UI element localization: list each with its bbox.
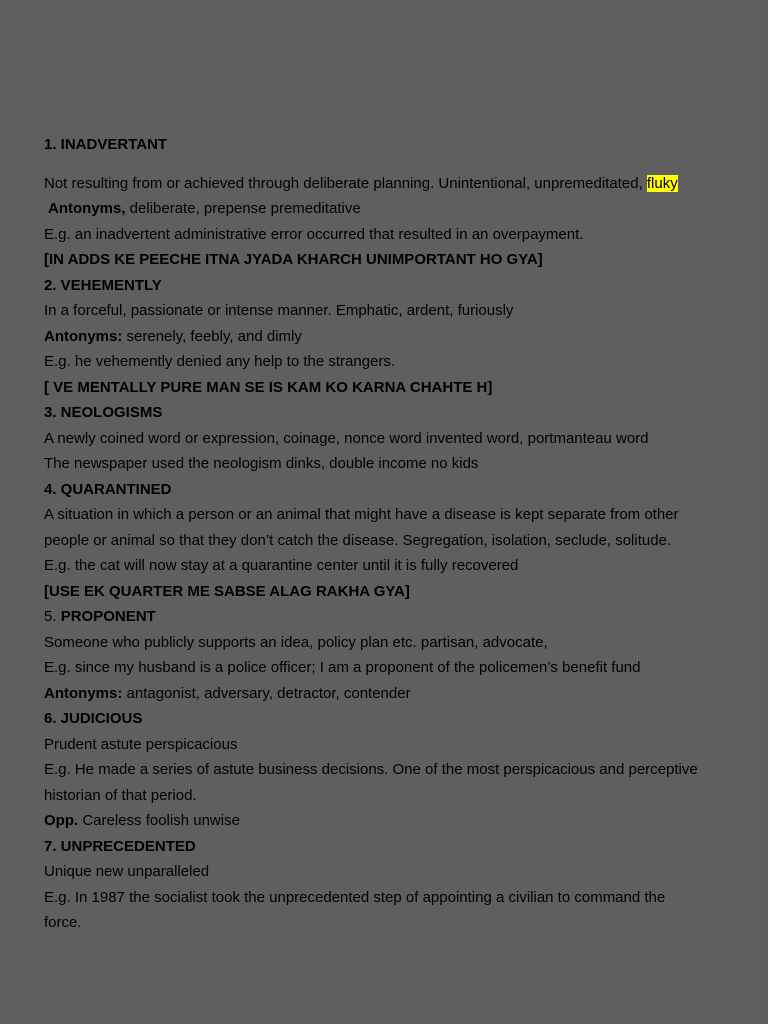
heading-unprecedented: 7. UNPRECEDENTED bbox=[44, 837, 196, 855]
antonyms-line bbox=[44, 324, 748, 350]
antonyms-text: antagonist, adversary, detractor, contender bbox=[122, 684, 411, 702]
definition-line: A situation in which a person or an animal that might have a disease is kept separate from other bbox=[44, 506, 679, 523]
example-line: force. bbox=[44, 914, 82, 931]
example-line: E.g. In 1987 the socialist took the unprecedented step of appointing a civilian to command the bbox=[44, 888, 666, 906]
document-page bbox=[44, 132, 748, 936]
antonyms-label: Antonyms, bbox=[48, 200, 126, 217]
heading-inadvertant: 1. INADVERTANT bbox=[44, 136, 168, 153]
mnemonic-line: [IN ADDS KE PEECHE ITNA JYADA KHARCH UNIMPORTANT HO GYA] bbox=[44, 251, 543, 268]
definition-line: Prudent astute perspicacious bbox=[44, 735, 238, 753]
heading-word: PROPONENT bbox=[60, 608, 156, 625]
definition-line bbox=[44, 171, 748, 197]
highlighted-word: fluky bbox=[646, 174, 678, 192]
antonyms-text: serenely, feebly, and dimly bbox=[122, 327, 302, 345]
antonyms-line bbox=[44, 681, 748, 707]
definition-line: people or animal so that they don’t catch the disease. Segregation, isolation, seclude, solitude. bbox=[44, 531, 672, 549]
definition-line: Unique new unparalleled bbox=[44, 863, 210, 880]
example-line: historian of that period. bbox=[44, 786, 197, 804]
definition-line: In a forceful, passionate or intense manner. Emphatic, ardent, furiously bbox=[44, 302, 514, 319]
antonyms-text: deliberate, prepense premeditative bbox=[125, 200, 361, 217]
example-line: E.g. He made a series of astute business decisions. One of the most perspicacious and perceptive bbox=[44, 761, 698, 778]
definition-line: Someone who publicly supports an idea, policy plan etc. partisan, advocate, bbox=[44, 633, 548, 651]
opposite-label: Opp. bbox=[44, 812, 79, 829]
heading-number: 5. bbox=[44, 608, 61, 625]
example-line: E.g. the cat will now stay at a quarantine center until it is fully recovered bbox=[44, 557, 519, 574]
example-line: E.g. he vehemently denied any help to the strangers. bbox=[44, 353, 396, 370]
heading-quarantined: 4. QUARANTINED bbox=[44, 480, 172, 498]
antonyms-label: Antonyms: bbox=[44, 327, 123, 345]
mnemonic-line: [USE EK QUARTER ME SABSE ALAG RAKHA GYA] bbox=[44, 582, 410, 600]
heading-judicious: 6. JUDICIOUS bbox=[44, 710, 143, 727]
heading-vehemently: 2. VEHEMENTLY bbox=[44, 276, 162, 294]
opposite-line bbox=[44, 808, 748, 834]
definition-text: Not resulting from or achieved through deliberate planning. Unintentional, unpremeditated, bbox=[44, 174, 647, 192]
opposite-text: Careless foolish unwise bbox=[78, 812, 240, 829]
heading-neologisms: 3. NEOLOGISMS bbox=[44, 404, 163, 421]
antonyms-label: Antonyms: bbox=[44, 684, 123, 702]
antonyms-line bbox=[44, 196, 748, 222]
example-line: E.g. since my husband is a police officer; I am a proponent of the policemen’s benefit fund bbox=[44, 659, 641, 676]
definition-line: A newly coined word or expression, coinage, nonce word invented word, portmanteau word bbox=[44, 429, 649, 447]
heading-proponent bbox=[44, 604, 748, 630]
mnemonic-line: [ VE MENTALLY PURE MAN SE IS KAM KO KARNA CHAHTE H] bbox=[44, 378, 493, 396]
example-line: The newspaper used the neologism dinks, double income no kids bbox=[44, 455, 479, 472]
example-line: E.g. an inadvertent administrative error occurred that resulted in an overpayment. bbox=[44, 225, 584, 243]
